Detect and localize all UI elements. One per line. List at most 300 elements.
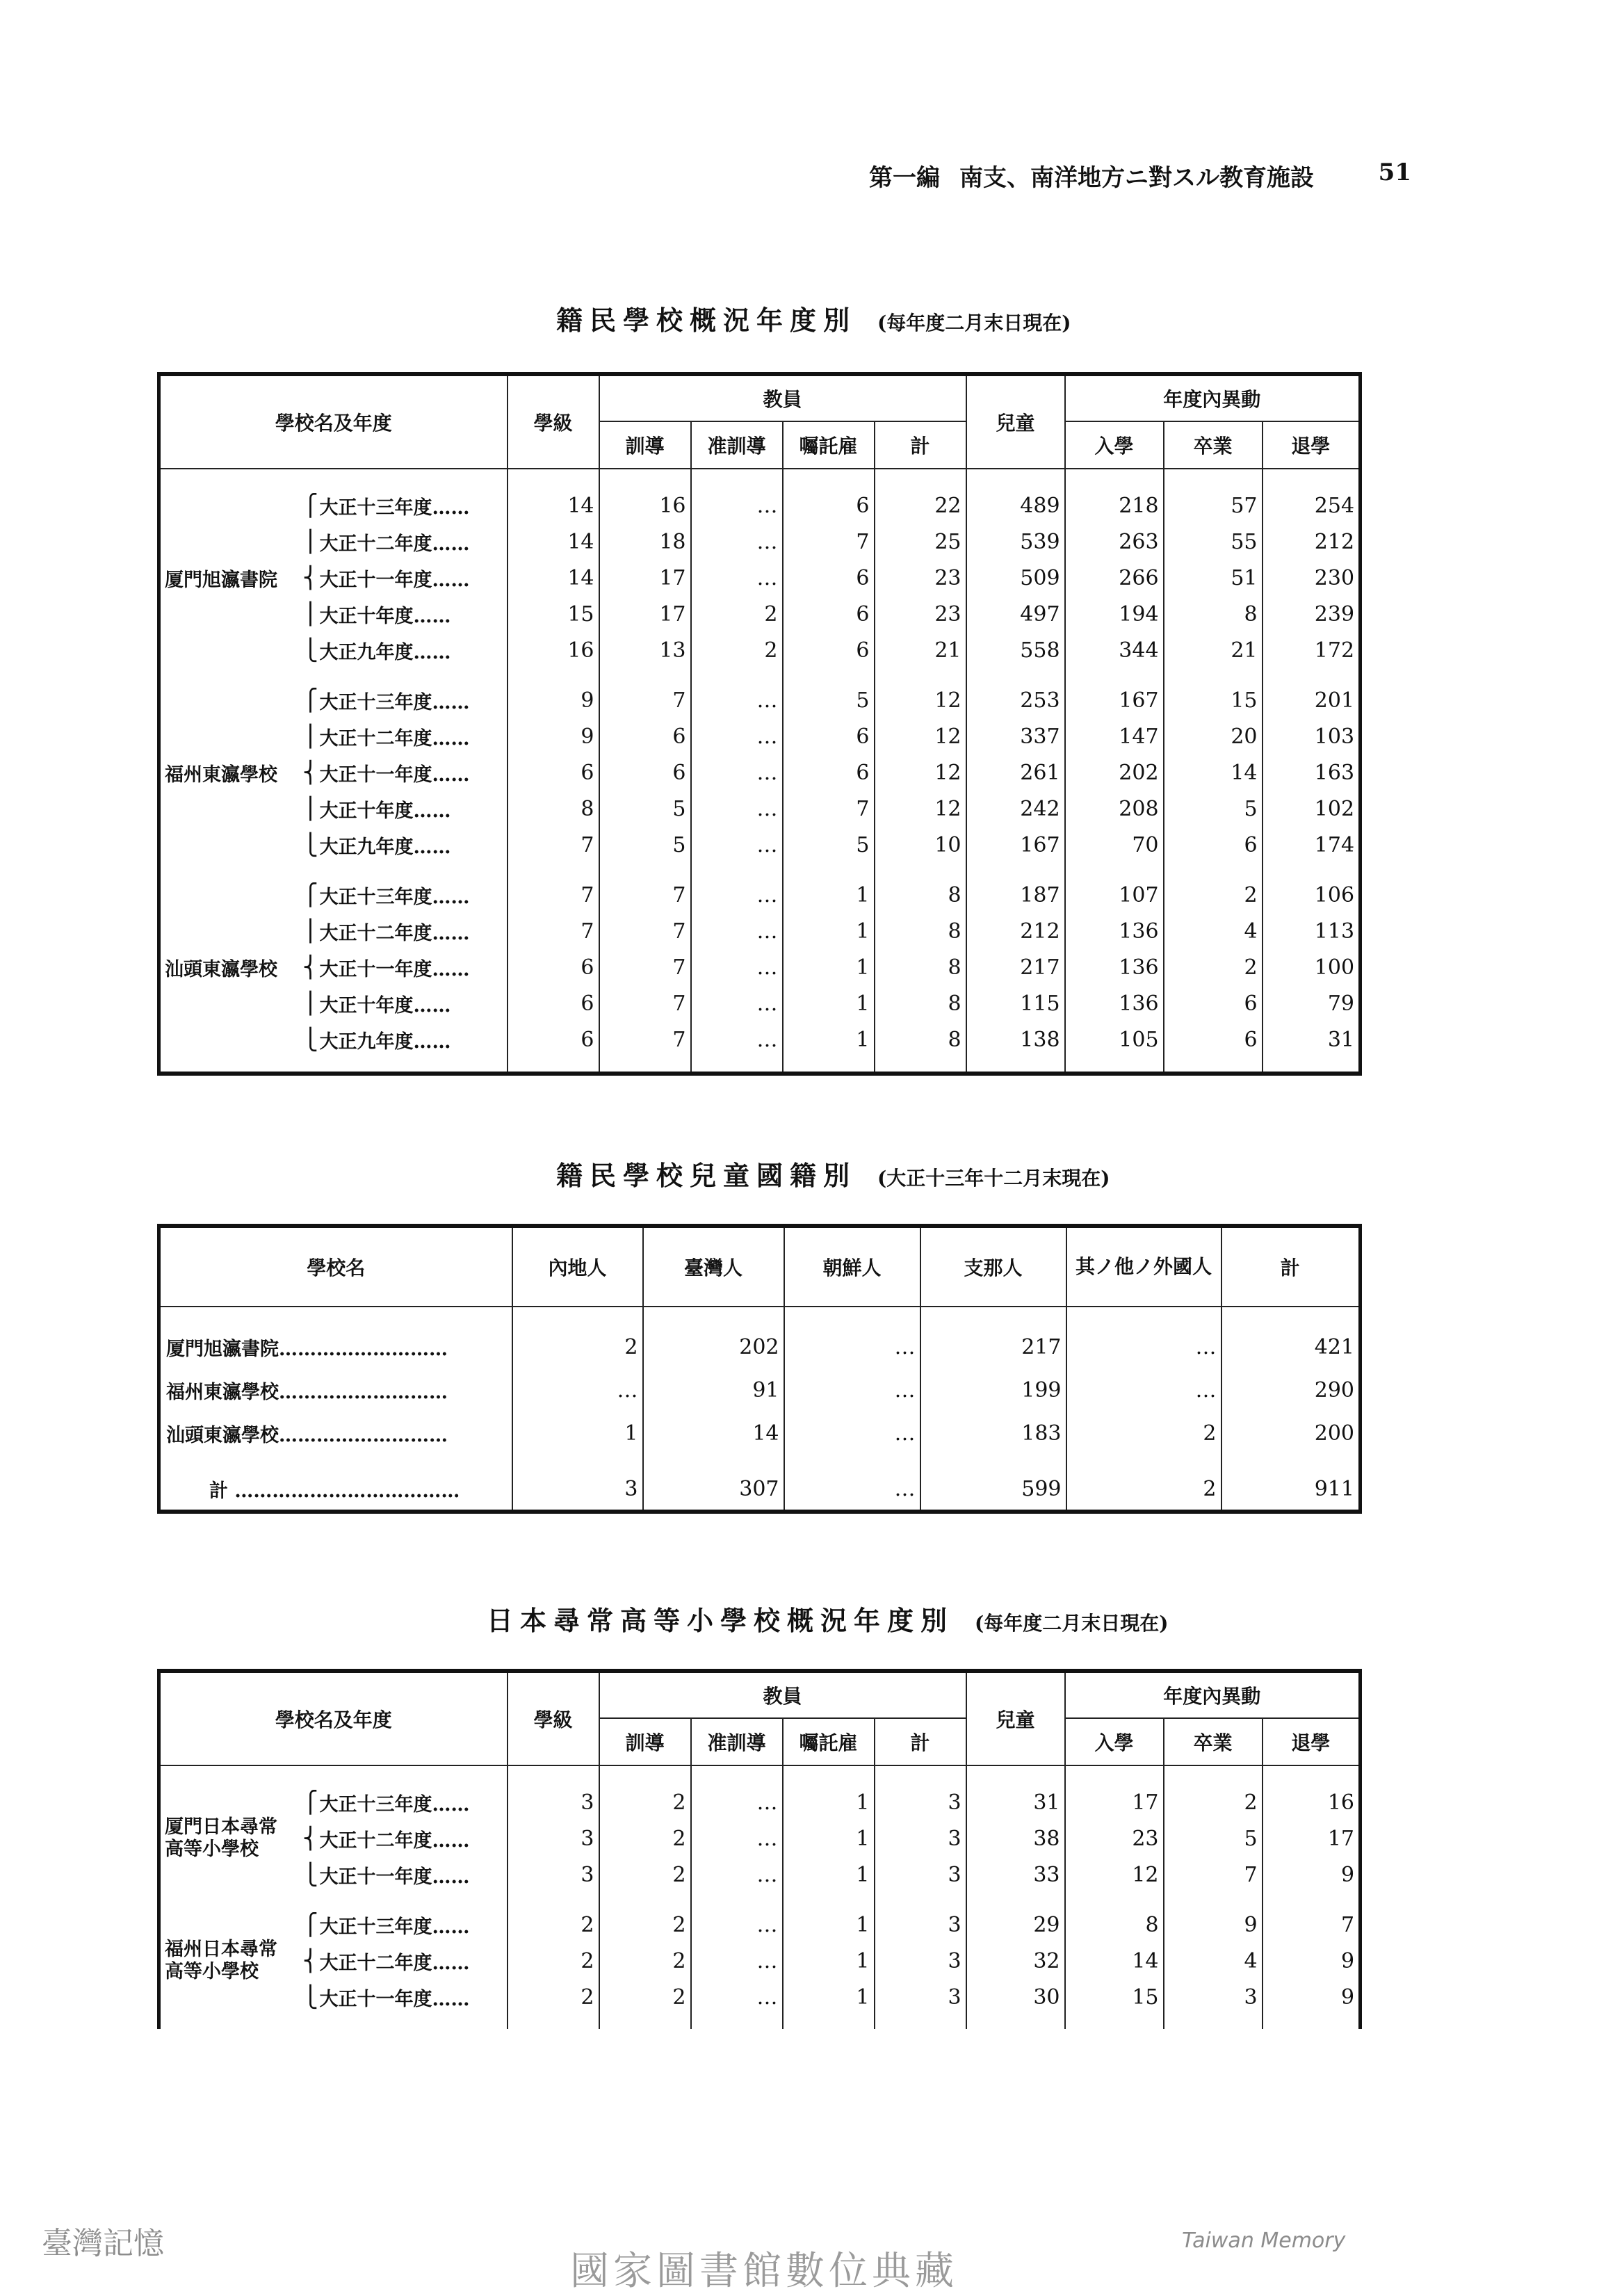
- empty-cell: [875, 863, 966, 877]
- value-cell: 2: [691, 596, 783, 632]
- empty-cell: [1066, 1307, 1221, 1325]
- total-value: 3: [512, 1469, 643, 1512]
- value-cell: 6: [508, 1021, 599, 1058]
- table-row: [159, 913, 1361, 949]
- value-cell: 7: [508, 827, 599, 863]
- value-cell: 6: [599, 754, 691, 791]
- value-cell: …: [784, 1368, 920, 1412]
- value-cell: 38: [966, 1820, 1065, 1857]
- value-cell: 261: [966, 754, 1065, 791]
- fiscal-year: 大正十二年度……: [320, 718, 508, 754]
- header-staff-sub: 准訓導: [691, 421, 783, 469]
- value-cell: …: [1066, 1368, 1221, 1412]
- value-cell: 212: [1263, 524, 1361, 560]
- table-row: [159, 1907, 1361, 1943]
- empty-cell: [875, 1893, 966, 1907]
- header-staff-sub: 訓導: [599, 421, 691, 469]
- total-label: 計 ………………………………: [159, 1469, 512, 1512]
- value-cell: 3: [875, 1784, 966, 1820]
- value-cell: 3: [508, 1857, 599, 1893]
- brace-icon: ⎪: [302, 529, 318, 554]
- value-cell: 5: [783, 682, 875, 718]
- empty-cell: [783, 863, 875, 877]
- value-cell: 20: [1164, 718, 1263, 754]
- school-name: 厦門旭瀛書院: [159, 487, 302, 668]
- fiscal-year: 大正十三年度……: [320, 877, 508, 913]
- value-cell: 136: [1065, 949, 1164, 985]
- school-name: 汕頭東瀛學校………………………: [159, 1412, 512, 1455]
- header-other: 其ノ他ノ外國人: [1066, 1226, 1221, 1307]
- value-cell: 18: [599, 524, 691, 560]
- empty-cell: [1164, 863, 1263, 877]
- value-cell: 17: [1263, 1820, 1361, 1857]
- fiscal-year: 大正十年度……: [320, 791, 508, 827]
- header-movement-sub: 入學: [1065, 421, 1164, 469]
- empty-cell: [966, 469, 1065, 487]
- value-cell: 253: [966, 682, 1065, 718]
- empty-cell: [1065, 668, 1164, 682]
- value-cell: 199: [920, 1368, 1066, 1412]
- value-cell: 21: [1164, 632, 1263, 668]
- header-movement-sub: 退學: [1263, 1718, 1361, 1765]
- value-cell: 3: [875, 1943, 966, 1979]
- brace-icon: ⎩: [302, 1984, 318, 2010]
- value-cell: 3: [508, 1784, 599, 1820]
- value-cell: 3: [875, 1979, 966, 2015]
- empty-cell: [875, 1058, 966, 1074]
- header-staff-sub: 計: [875, 1718, 966, 1765]
- table2-note: (大正十三年十二月末現在): [877, 1167, 1110, 1190]
- brace-icon: ⎪: [302, 601, 318, 626]
- value-cell: …: [1066, 1325, 1221, 1368]
- value-cell: 12: [875, 682, 966, 718]
- empty-cell: [920, 1455, 1066, 1469]
- empty-cell: [1263, 1893, 1361, 1907]
- value-cell: 8: [875, 913, 966, 949]
- value-cell: 15: [1164, 682, 1263, 718]
- value-cell: …: [691, 913, 783, 949]
- empty-cell: [783, 2015, 875, 2029]
- empty-cell: [966, 668, 1065, 682]
- spacer-row: [159, 1058, 1361, 1074]
- empty-cell: [512, 1307, 643, 1325]
- value-cell: 1: [783, 913, 875, 949]
- header-pupils: 兒童: [966, 374, 1065, 469]
- table-row: [159, 1021, 1361, 1058]
- empty-cell: [875, 2015, 966, 2029]
- value-cell: 2: [599, 1907, 691, 1943]
- value-cell: 201: [1263, 682, 1361, 718]
- value-cell: 136: [1065, 913, 1164, 949]
- total-value: 2: [1066, 1469, 1221, 1512]
- empty-cell: [508, 1893, 599, 1907]
- running-head: [869, 159, 1411, 193]
- empty-cell: [1263, 469, 1361, 487]
- value-cell: 344: [1065, 632, 1164, 668]
- value-cell: 9: [1263, 1857, 1361, 1893]
- header-movement-sub: 入學: [1065, 1718, 1164, 1765]
- page-number: 51: [1378, 159, 1411, 186]
- fiscal-year: 大正十一年度……: [320, 560, 508, 596]
- table-row: [159, 1368, 1361, 1412]
- empty-cell: [159, 863, 508, 877]
- value-cell: 167: [1065, 682, 1164, 718]
- value-cell: 115: [966, 985, 1065, 1021]
- value-cell: 2: [599, 1857, 691, 1893]
- fiscal-year: 大正十二年度……: [320, 1820, 508, 1857]
- value-cell: …: [691, 791, 783, 827]
- value-cell: 14: [1164, 754, 1263, 791]
- value-cell: 100: [1263, 949, 1361, 985]
- value-cell: 194: [1065, 596, 1164, 632]
- value-cell: …: [691, 1784, 783, 1820]
- value-cell: 113: [1263, 913, 1361, 949]
- empty-cell: [966, 863, 1065, 877]
- header-chosen: 朝鮮人: [784, 1226, 920, 1307]
- empty-cell: [1164, 1058, 1263, 1074]
- empty-cell: [783, 1893, 875, 1907]
- value-cell: 183: [920, 1412, 1066, 1455]
- value-cell: 102: [1263, 791, 1361, 827]
- value-cell: 1: [512, 1412, 643, 1455]
- header-naichi: 內地人: [512, 1226, 643, 1307]
- brace-icon: ⎨: [302, 565, 318, 590]
- empty-cell: [1065, 863, 1164, 877]
- fiscal-year: 大正十一年度……: [320, 1979, 508, 2015]
- brace-icon: ⎧: [302, 882, 318, 907]
- header-staff-sub: 囑託雇: [783, 1718, 875, 1765]
- table-row: [159, 682, 1361, 718]
- value-cell: 6: [508, 754, 599, 791]
- value-cell: 202: [643, 1325, 784, 1368]
- value-cell: 7: [508, 877, 599, 913]
- header-staff: 教員: [599, 1671, 966, 1718]
- value-cell: 167: [966, 827, 1065, 863]
- chapter-subject: 南支、南洋地方ニ對スル教育施設: [959, 164, 1314, 192]
- header-movement: 年度內異動: [1065, 374, 1361, 421]
- table2-title: [556, 1154, 1110, 1193]
- value-cell: 202: [1065, 754, 1164, 791]
- value-cell: …: [691, 1907, 783, 1943]
- value-cell: 2: [1164, 949, 1263, 985]
- table-row: [159, 632, 1361, 668]
- empty-cell: [643, 1307, 784, 1325]
- value-cell: 489: [966, 487, 1065, 524]
- value-cell: …: [691, 1820, 783, 1857]
- table-row: [159, 524, 1361, 560]
- value-cell: 13: [599, 632, 691, 668]
- empty-cell: [783, 469, 875, 487]
- value-cell: 7: [599, 949, 691, 985]
- empty-cell: [508, 1765, 599, 1784]
- value-cell: 6: [783, 632, 875, 668]
- value-cell: 30: [966, 1979, 1065, 2015]
- value-cell: 12: [875, 718, 966, 754]
- value-cell: 5: [783, 827, 875, 863]
- header-staff: 教員: [599, 374, 966, 421]
- value-cell: 218: [1065, 487, 1164, 524]
- brace-icon: ⎩: [302, 1862, 318, 1887]
- header-staff-sub: 訓導: [599, 1718, 691, 1765]
- value-cell: 2: [508, 1907, 599, 1943]
- empty-cell: [1263, 2015, 1361, 2029]
- value-cell: 230: [1263, 560, 1361, 596]
- value-cell: 57: [1164, 487, 1263, 524]
- value-cell: 3: [1164, 1979, 1263, 2015]
- fiscal-year: 大正十二年度……: [320, 1943, 508, 1979]
- empty-cell: [1263, 863, 1361, 877]
- value-cell: 29: [966, 1907, 1065, 1943]
- value-cell: 2: [508, 1979, 599, 2015]
- value-cell: 9: [1164, 1907, 1263, 1943]
- header-classes: 學級: [508, 1671, 599, 1765]
- table-row: [159, 560, 1361, 596]
- value-cell: 10: [875, 827, 966, 863]
- value-cell: 8: [1065, 1907, 1164, 1943]
- fiscal-year: 大正十一年度……: [320, 1857, 508, 1893]
- value-cell: 3: [875, 1820, 966, 1857]
- table1-note: (每年度二月末日現在): [877, 312, 1071, 334]
- empty-cell: [784, 1307, 920, 1325]
- fiscal-year: 大正九年度……: [320, 632, 508, 668]
- value-cell: 15: [1065, 1979, 1164, 2015]
- value-cell: 51: [1164, 560, 1263, 596]
- value-cell: 497: [966, 596, 1065, 632]
- value-cell: 5: [599, 827, 691, 863]
- brace-icon: ⎧: [302, 493, 318, 518]
- value-cell: 6: [508, 985, 599, 1021]
- table-row: [159, 1784, 1361, 1820]
- table-row: [159, 718, 1361, 754]
- value-cell: 33: [966, 1857, 1065, 1893]
- fiscal-year: 大正十一年度……: [320, 949, 508, 985]
- school-name: 福州東瀛學校: [159, 682, 302, 863]
- empty-cell: [508, 2015, 599, 2029]
- value-cell: 200: [1221, 1412, 1361, 1455]
- value-cell: 3: [508, 1820, 599, 1857]
- school-name-line1: 厦門日本尋常: [165, 1816, 277, 1838]
- empty-cell: [1164, 668, 1263, 682]
- empty-cell: [159, 1455, 512, 1469]
- brace-icon: ⎨: [302, 1826, 318, 1851]
- empty-cell: [599, 1893, 691, 1907]
- value-cell: …: [691, 1857, 783, 1893]
- value-cell: 3: [875, 1907, 966, 1943]
- fiscal-year: 大正十一年度……: [320, 754, 508, 791]
- empty-cell: [1164, 1765, 1263, 1784]
- fiscal-year: 大正十年度……: [320, 596, 508, 632]
- table-row: [159, 827, 1361, 863]
- total-value: 911: [1221, 1469, 1361, 1512]
- value-cell: 31: [966, 1784, 1065, 1820]
- empty-cell: [875, 1765, 966, 1784]
- header-total: 計: [1221, 1226, 1361, 1307]
- header-pupils: 兒童: [966, 1671, 1065, 1765]
- value-cell: 2: [1164, 877, 1263, 913]
- brace-icon: ⎪: [302, 919, 318, 944]
- value-cell: 9: [508, 682, 599, 718]
- empty-cell: [159, 668, 508, 682]
- value-cell: 217: [920, 1325, 1066, 1368]
- empty-cell: [966, 1765, 1065, 1784]
- empty-cell: [783, 668, 875, 682]
- value-cell: 7: [1263, 1907, 1361, 1943]
- value-cell: 421: [1221, 1325, 1361, 1368]
- value-cell: 7: [599, 985, 691, 1021]
- empty-cell: [159, 1893, 508, 1907]
- value-cell: 6: [783, 487, 875, 524]
- empty-cell: [599, 2015, 691, 2029]
- value-cell: 239: [1263, 596, 1361, 632]
- value-cell: 9: [1263, 1979, 1361, 2015]
- empty-cell: [691, 469, 783, 487]
- brace-icon: ⎩: [302, 638, 318, 663]
- value-cell: 6: [1164, 985, 1263, 1021]
- brace-icon: ⎨: [302, 1948, 318, 1973]
- watermark-en: Taiwan Memory: [1182, 2229, 1346, 2253]
- value-cell: 9: [1263, 1943, 1361, 1979]
- empty-cell: [1164, 1893, 1263, 1907]
- value-cell: 70: [1065, 827, 1164, 863]
- value-cell: 187: [966, 877, 1065, 913]
- value-cell: …: [784, 1325, 920, 1368]
- value-cell: 6: [508, 949, 599, 985]
- value-cell: 163: [1263, 754, 1361, 791]
- value-cell: …: [691, 682, 783, 718]
- empty-cell: [159, 1058, 508, 1074]
- fiscal-year: 大正十二年度……: [320, 913, 508, 949]
- brace-icon: ⎨: [302, 760, 318, 785]
- empty-cell: [599, 469, 691, 487]
- value-cell: 12: [875, 791, 966, 827]
- value-cell: 21: [875, 632, 966, 668]
- empty-cell: [783, 1765, 875, 1784]
- empty-cell: [159, 469, 508, 487]
- school-name: 福州東瀛學校………………………: [159, 1368, 512, 1412]
- school-name: 汕頭東瀛學校: [159, 877, 302, 1058]
- value-cell: …: [691, 560, 783, 596]
- empty-cell: [691, 668, 783, 682]
- empty-cell: [1065, 469, 1164, 487]
- value-cell: 105: [1065, 1021, 1164, 1058]
- school-name: [159, 1907, 302, 2015]
- value-cell: 14: [643, 1412, 784, 1455]
- fiscal-year: 大正十三年度……: [320, 487, 508, 524]
- empty-cell: [643, 1455, 784, 1469]
- header-movement-sub: 退學: [1263, 421, 1361, 469]
- brace-icon: ⎪: [302, 796, 318, 821]
- value-cell: 2: [508, 1943, 599, 1979]
- total-value: 307: [643, 1469, 784, 1512]
- table-row: [159, 1979, 1361, 2015]
- header-name: 學校名及年度: [159, 374, 508, 469]
- total-value: …: [784, 1469, 920, 1512]
- value-cell: 2: [599, 1943, 691, 1979]
- empty-cell: [691, 1893, 783, 1907]
- chapter-label: 第一編: [869, 164, 940, 192]
- table2-title-text: 籍民學校兒童國籍別: [556, 1160, 857, 1191]
- empty-cell: [159, 1765, 508, 1784]
- value-cell: 14: [1065, 1943, 1164, 1979]
- value-cell: 2: [599, 1784, 691, 1820]
- table1-title: [556, 299, 1071, 337]
- value-cell: 16: [599, 487, 691, 524]
- value-cell: 8: [875, 949, 966, 985]
- value-cell: 14: [508, 560, 599, 596]
- value-cell: 136: [1065, 985, 1164, 1021]
- brace-icon: ⎪: [302, 724, 318, 749]
- value-cell: 7: [599, 913, 691, 949]
- value-cell: 5: [599, 791, 691, 827]
- value-cell: 106: [1263, 877, 1361, 913]
- value-cell: 17: [1065, 1784, 1164, 1820]
- brace-icon: ⎨: [302, 955, 318, 980]
- table1: [157, 372, 1362, 1076]
- empty-cell: [1066, 1455, 1221, 1469]
- value-cell: 23: [875, 596, 966, 632]
- value-cell: 6: [1164, 827, 1263, 863]
- table-row: [159, 487, 1361, 524]
- empty-cell: [691, 863, 783, 877]
- header-movement-sub: 卒業: [1164, 1718, 1263, 1765]
- value-cell: 7: [783, 791, 875, 827]
- header-staff-sub: 准訓導: [691, 1718, 783, 1765]
- value-cell: 17: [599, 560, 691, 596]
- empty-cell: [1221, 1455, 1361, 1469]
- value-cell: …: [784, 1412, 920, 1455]
- value-cell: …: [691, 487, 783, 524]
- header-shina: 支那人: [920, 1226, 1066, 1307]
- header-staff-sub: 計: [875, 421, 966, 469]
- value-cell: …: [691, 754, 783, 791]
- table3-note: (每年度二月末日現在): [975, 1612, 1169, 1635]
- value-cell: 55: [1164, 524, 1263, 560]
- footer-watermark: 國家圖書館數位典藏: [570, 2249, 958, 2294]
- empty-cell: [599, 668, 691, 682]
- value-cell: …: [691, 1021, 783, 1058]
- value-cell: 6: [1164, 1021, 1263, 1058]
- table-row: [159, 877, 1361, 913]
- table3-title-text: 日本尋常高等小學校概況年度別: [487, 1605, 955, 1636]
- value-cell: 103: [1263, 718, 1361, 754]
- empty-cell: [1065, 1765, 1164, 1784]
- spacer-row: [159, 668, 1361, 682]
- value-cell: 138: [966, 1021, 1065, 1058]
- value-cell: 8: [875, 877, 966, 913]
- empty-cell: [1221, 1307, 1361, 1325]
- value-cell: …: [691, 1943, 783, 1979]
- spacer-row: [159, 863, 1361, 877]
- empty-cell: [1164, 469, 1263, 487]
- value-cell: 558: [966, 632, 1065, 668]
- value-cell: 6: [783, 560, 875, 596]
- school-name-line2: 高等小學校: [165, 1838, 259, 1860]
- table3-title: [487, 1599, 1169, 1638]
- value-cell: 23: [875, 560, 966, 596]
- header-school: 學校名: [159, 1226, 512, 1307]
- value-cell: 2: [1066, 1412, 1221, 1455]
- empty-cell: [599, 1058, 691, 1074]
- header-movement: 年度內異動: [1065, 1671, 1361, 1718]
- value-cell: 266: [1065, 560, 1164, 596]
- value-cell: 22: [875, 487, 966, 524]
- empty-cell: [508, 863, 599, 877]
- table1-title-text: 籍民學校概況年度別: [556, 305, 857, 336]
- fiscal-year: 大正十年度……: [320, 985, 508, 1021]
- value-cell: …: [512, 1368, 643, 1412]
- value-cell: 7: [599, 682, 691, 718]
- header-staff-sub: 囑託雇: [783, 421, 875, 469]
